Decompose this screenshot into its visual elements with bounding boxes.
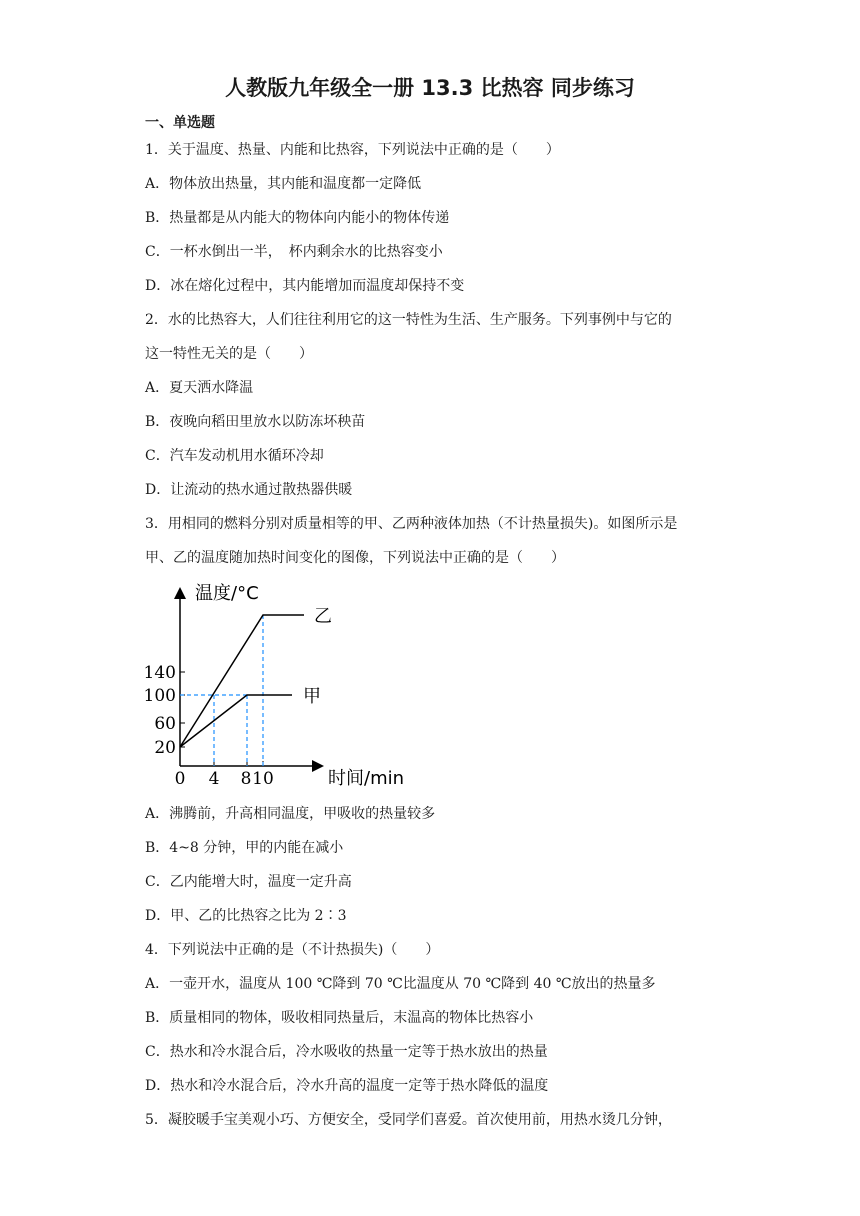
q3-option-b: B．4~8 分钟，甲的内能在减小: [145, 840, 344, 856]
q3-option-c: C．乙内能增大时，温度一定升高: [145, 874, 352, 890]
q2-option-a: A．夏天洒水降温: [145, 380, 254, 396]
temperature-time-graph: [143, 577, 420, 792]
series-jia-label: 甲: [303, 686, 321, 707]
q3-stem-line2: 甲、乙的温度随加热时间变化的图像，下列说法中正确的是（ ）: [145, 550, 565, 566]
q1-option-a: A．物体放出热量，其内能和温度都一定降低: [145, 176, 422, 192]
y-tick-20: 20: [154, 738, 176, 758]
y-tick-140: 140: [143, 663, 176, 683]
q2-option-d: D．让流动的热水通过散热器供暖: [145, 482, 353, 498]
q1-option-b: B．热量都是从内能大的物体向内能小的物体传递: [145, 210, 450, 226]
q3-option-d: D．甲、乙的比热容之比为 2∶3: [145, 908, 347, 924]
x-tick-4: 4: [208, 769, 220, 789]
q3-option-a: A．沸腾前，升高相同温度，甲吸收的热量较多: [145, 806, 436, 822]
x-axis-label: 时间/min: [328, 768, 405, 789]
x-tick-10: 10: [252, 769, 274, 789]
y-tick-100: 100: [143, 686, 176, 706]
q2-stem-line2: 这一特性无关的是（ ）: [145, 346, 313, 362]
q4-option-d: D．热水和冷水混合后，冷水升高的温度一定等于热水降低的温度: [145, 1078, 549, 1094]
guide-lines: [180, 615, 263, 766]
page-title: 人教版九年级全一册 13.3 比热容 同步练习: [225, 76, 635, 100]
q2-option-c: C．汽车发动机用水循环冷却: [145, 448, 324, 464]
x-tick-8: 8: [240, 769, 252, 789]
q1-stem: 1．关于温度、热量、内能和比热容，下列说法中正确的是（ ）: [145, 142, 560, 158]
q1-option-c: C．一杯水倒出一半， 杯内剩余水的比热容变小: [145, 244, 443, 260]
y-axis-label: 温度/°C: [195, 583, 259, 604]
x-tick-0: 0: [174, 769, 186, 789]
series-yi-label: 乙: [314, 606, 332, 627]
q4-option-a: A．一壶开水，温度从 100 ℃降到 70 ℃比温度从 70 ℃降到 40 ℃放出的热量多: [145, 976, 656, 992]
q4-option-c: C．热水和冷水混合后，冷水吸收的热量一定等于热水放出的热量: [145, 1044, 548, 1060]
q5-stem: 5．凝胶暖手宝美观小巧、方便安全，受同学们喜爱。首次使用前，用热水烫几分钟，: [145, 1112, 672, 1128]
q2-option-b: B．夜晚向稻田里放水以防冻坏秧苗: [145, 414, 366, 430]
section-heading: 一、单选题: [145, 115, 215, 131]
q4-option-b: B．质量相同的物体，吸收相同热量后，末温高的物体比热容小: [145, 1010, 534, 1026]
q3-stem-line1: 3．用相同的燃料分别对质量相等的甲、乙两种液体加热（不计热量损失)。如图所示是: [145, 516, 678, 532]
q4-stem: 4．下列说法中正确的是（不计热损失)（ ）: [145, 942, 440, 958]
q1-option-d: D．冰在熔化过程中，其内能增加而温度却保持不变: [145, 278, 465, 294]
y-tick-60: 60: [154, 714, 176, 734]
series-yi-line: [180, 615, 304, 747]
q2-stem-line1: 2．水的比热容大，人们往往利用它的这一特性为生活、生产服务。下列事例中与它的: [145, 312, 672, 328]
